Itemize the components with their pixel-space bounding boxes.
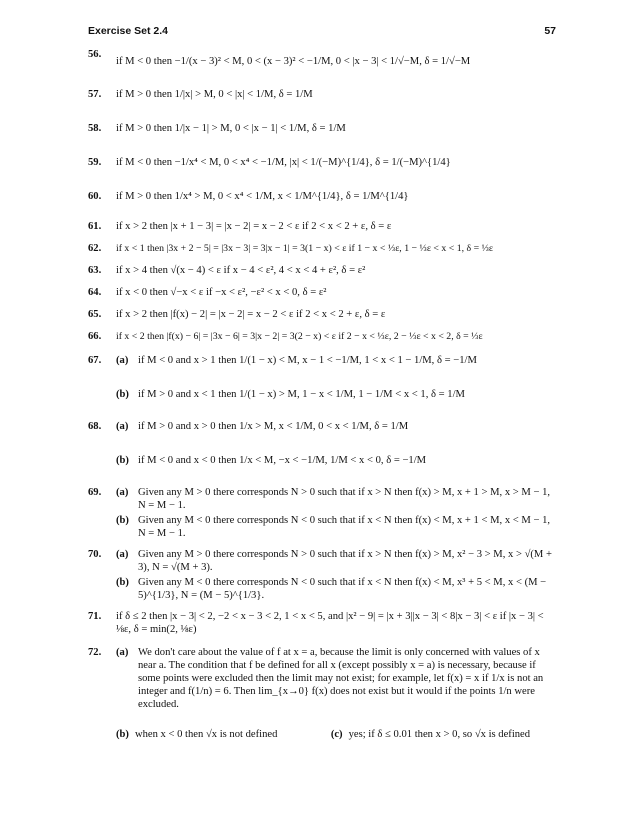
problem-number: 64. <box>88 287 102 298</box>
problem-text: if x > 2 then |x + 1 − 3| = |x − 2| = x − 2 < ε if 2 < x < 2 + ε, δ = ε <box>116 221 392 232</box>
problem-number: 56. <box>88 49 102 60</box>
part-a <box>116 420 558 448</box>
part-c <box>331 728 543 741</box>
problem-text: if x > 2 then |f(x) − 2| = |x − 2| = x − 2 < ε if 2 < x < 2 + ε, δ = ε <box>116 309 386 320</box>
problem-57 <box>88 88 558 122</box>
problem-number: 59. <box>88 157 102 168</box>
parts-b-c <box>116 728 558 741</box>
page-header <box>88 25 556 39</box>
part-a <box>116 354 558 382</box>
problem-number: 69. <box>88 487 102 498</box>
problem-number: 63. <box>88 265 102 276</box>
problem-59 <box>88 156 558 190</box>
problem-68 <box>88 420 558 486</box>
problem-72 <box>88 646 558 741</box>
part-label: (a) <box>116 355 129 366</box>
problem-number: 57. <box>88 89 102 100</box>
part-label: (b) <box>116 455 129 466</box>
problem-number: 70. <box>88 549 102 560</box>
problem-number: 67. <box>88 355 102 366</box>
part-label: (a) <box>116 421 129 432</box>
part-text: if M > 0 and x > 0 then 1/x > M, x < 1/M, 0 < x < 1/M, δ = 1/M <box>138 421 409 432</box>
problem-text: if x < 2 then |f(x) − 6| = |3x − 6| = 3|x − 2| = 3(2 − x) < ε if 2 − x < ⅓ε, 2 − ⅓ε < x < 2, δ = ⅓ε <box>116 331 483 342</box>
part-text: Given any M > 0 there corresponds N > 0 such that if x > N then f(x) > M, x + 1 > M, x > M − 1, N = M − 1. <box>138 487 551 511</box>
problem-text: if M > 0 then 1/|x| > M, 0 < |x| < 1/M, δ = 1/M <box>116 89 313 100</box>
problem-62 <box>88 242 558 264</box>
problem-71 <box>88 610 558 646</box>
part-text: We don't care about the value of f at x = a, because the limit is only concerned with values of x near a. The condition that f be defined for all x (except possibly x = a) is necessary, because if some points were excluded then the limit may not exist; for example, let f(x) = x if 1/x is not an integer and f(1/n) = 6. Then lim_{x→0} f(x) does not exist but it would if the points 1/n were excluded. <box>138 647 544 710</box>
problem-64 <box>88 286 558 308</box>
problem-number: 66. <box>88 331 102 342</box>
problem-56 <box>88 48 558 76</box>
problem-61 <box>88 220 558 242</box>
problem-text: if M < 0 then −1/(x − 3)² < M, 0 < (x − 3)² < −1/M, 0 < |x − 3| < 1/√−M, δ = 1/√−M <box>116 56 471 67</box>
part-a <box>116 486 558 512</box>
problem-58 <box>88 122 558 156</box>
part-label: (c) <box>330 729 343 740</box>
problem-text: if x < 0 then √−x < ε if −x < ε², −ε² < x < 0, δ = ε² <box>116 287 327 298</box>
part-b <box>116 388 558 416</box>
section-title: Exercise Set 2.4 <box>88 25 168 37</box>
problem-67 <box>88 354 558 416</box>
problem-66 <box>88 330 558 354</box>
problem-63 <box>88 264 558 286</box>
problem-number: 68. <box>88 421 102 432</box>
part-text: yes; if δ ≤ 0.01 then x > 0, so √x is defined <box>348 729 531 740</box>
problem-text: if x < 1 then |3x + 2 − 5| = |3x − 3| = 3|x − 1| = 3(1 − x) < ε if 1 − x < ⅓ε, 1 − ⅓ε < x < 1, δ = ⅓ε <box>116 243 494 254</box>
part-label: (b) <box>116 515 129 526</box>
page-number: 57 <box>544 25 556 37</box>
problem-text: if δ ≤ 2 then |x − 3| < 2, −2 < x − 3 < 2, 1 < x < 5, and |x² − 9| = |x + 3||x − 3| < 8|x − 3| < ε if |x − 3| < ⅛ε, δ = min(2, ⅛ε) <box>116 611 544 635</box>
problem-number: 62. <box>88 243 102 254</box>
problem-60 <box>88 190 558 220</box>
part-text: if M > 0 and x < 1 then 1/(1 − x) > M, 1 − x < 1/M, 1 − 1/M < x < 1, δ = 1/M <box>138 389 465 400</box>
part-label: (b) <box>116 577 129 588</box>
problem-text: if M > 0 then 1/|x − 1| > M, 0 < |x − 1| < 1/M, δ = 1/M <box>116 123 346 134</box>
problem-number: 65. <box>88 309 102 320</box>
problem-text: if M < 0 then −1/x⁴ < M, 0 < x⁴ < −1/M, |x| < 1/(−M)^{1/4}, δ = 1/(−M)^{1/4} <box>116 157 451 168</box>
part-label: (a) <box>116 487 129 498</box>
part-a <box>116 646 558 726</box>
problem-number: 58. <box>88 123 102 134</box>
problem-list <box>88 48 558 741</box>
part-a <box>116 548 558 574</box>
part-text: when x < 0 then √x is not defined <box>134 729 278 740</box>
part-b <box>116 728 328 741</box>
part-b <box>116 454 558 482</box>
part-label: (b) <box>116 389 129 400</box>
part-text: Given any M < 0 there corresponds N < 0 such that if x < N then f(x) < M, x³ + 5 < M, x < (M − 5)^{1/3}, N = (M − 5)^{1/3}. <box>138 577 547 601</box>
problem-number: 72. <box>88 647 102 658</box>
part-text: if M < 0 and x > 1 then 1/(1 − x) < M, x − 1 < −1/M, 1 < x < 1 − 1/M, δ = −1/M <box>138 355 477 366</box>
part-text: Given any M < 0 there corresponds N < 0 such that if x < N then f(x) < M, x + 1 < M, x < M − 1, N = M − 1. <box>138 515 551 539</box>
part-b <box>116 576 558 602</box>
problem-text: if M > 0 then 1/x⁴ > M, 0 < x⁴ < 1/M, x < 1/M^{1/4}, δ = 1/M^{1/4} <box>116 191 409 202</box>
problem-number: 60. <box>88 191 102 202</box>
problem-70 <box>88 548 558 610</box>
part-label: (a) <box>116 549 129 560</box>
problem-text: if x > 4 then √(x − 4) < ε if x − 4 < ε², 4 < x < 4 + ε², δ = ε² <box>116 265 366 276</box>
part-label: (a) <box>116 647 129 658</box>
part-text: Given any M > 0 there corresponds N > 0 such that if x > N then f(x) > M, x² − 3 > M, x > √(M + 3), N = √(M + 3). <box>138 549 552 573</box>
problem-number: 71. <box>88 611 102 622</box>
part-label: (b) <box>116 729 129 740</box>
problem-69 <box>88 486 558 548</box>
problem-number: 61. <box>88 221 102 232</box>
problem-65 <box>88 308 558 330</box>
part-text: if M < 0 and x < 0 then 1/x < M, −x < −1/M, 1/M < x < 0, δ = −1/M <box>138 455 427 466</box>
part-b <box>116 514 558 540</box>
